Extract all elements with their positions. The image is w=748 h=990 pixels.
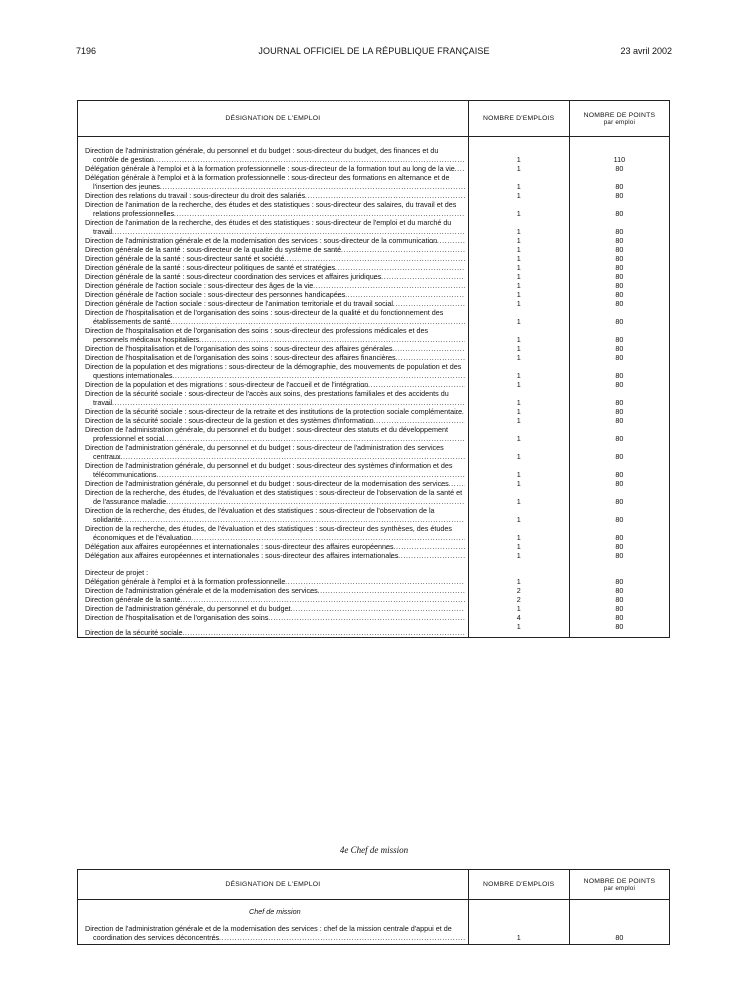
designation-cell — [78, 146, 469, 164]
table-row — [78, 622, 670, 638]
table-row — [78, 146, 670, 164]
designation-text: Direction de l'administration générale et de la modernisation des services : sous-directeur de la communication ..... — [85, 236, 465, 245]
points-cell: 80 — [569, 200, 669, 218]
designation-cell — [78, 245, 469, 254]
column-header-designation: DÉSIGNATION DE L'EMPLOI — [78, 101, 469, 137]
designation-text: Direction de la sécurité sociale : sous-directeur de l'accès aux soins, des prestations familiales et des accidents du travail ..... — [85, 389, 465, 407]
page-number: 7196 — [76, 46, 97, 56]
designation-cell — [78, 542, 469, 551]
points-cell: 80 — [569, 577, 669, 586]
designation-text: Direction de l'administration générale, du personnel et du budget : sous-directeur de la modernisation des services ..... — [85, 479, 465, 488]
points-cell — [569, 560, 669, 577]
designation-text: Direction de l'administration générale et de la modernisation des services ..... — [85, 586, 465, 595]
designation-cell — [78, 308, 469, 326]
designation-cell — [78, 461, 469, 479]
designation-text: Délégation aux affaires européennes et internationales : sous-directeur des affaires internationales ..... — [85, 551, 465, 560]
designation-text: Direction de la recherche, des études, de l'évaluation et des statistiques : sous-directeur des synthèses, des études économiques et de l'évaluation ..... — [85, 524, 465, 542]
points-cell: 80 — [569, 263, 669, 272]
section-caption-text: 4e Chef de mission — [339, 845, 409, 855]
table-row — [78, 604, 670, 613]
page-header — [76, 46, 672, 60]
nombre-cell: 1 — [468, 308, 569, 326]
points-cell: 80 — [569, 362, 669, 380]
designation-text: Délégation aux affaires européennes et internationales : sous-directeur des affaires européennes ..... — [85, 542, 465, 551]
designation-cell — [78, 425, 469, 443]
table-row — [78, 245, 670, 254]
designation-cell — [78, 353, 469, 362]
designation-cell — [78, 416, 469, 425]
designation-text: Direction de l'animation de la recherche, des études et des statistiques : sous-directeur des salaires, du travail et des relations professionnelles ..... — [85, 200, 465, 218]
designation-text: Direction de la recherche, des études, de l'évaluation et des statistiques : sous-directeur de l'observation de la santé et de l'assurance maladie ..... — [85, 488, 465, 506]
nombre-cell: 4 — [468, 613, 569, 622]
designation-text: Direction générale de la santé : sous-directeur de la qualité du système de santé ..... — [85, 245, 465, 254]
points-cell: 80 — [569, 344, 669, 353]
table-row — [78, 586, 670, 595]
designation-cell — [78, 443, 469, 461]
section-heading: Directeur de projet : — [85, 567, 149, 577]
points-cell: 80 — [569, 542, 669, 551]
designation-text: Délégation générale à l'emploi et à la formation professionnelle ..... — [85, 577, 465, 586]
nombre-cell: 1 — [468, 604, 569, 613]
table-row — [78, 326, 670, 344]
points-cell: 80 — [569, 407, 669, 416]
column-header-points-label: NOMBRE DE POINTS — [583, 877, 656, 885]
designation-text: Direction générale de la santé : sous-directeur santé et société ..... — [85, 254, 465, 263]
table-row — [78, 461, 670, 479]
designation-cell — [78, 488, 469, 506]
designation-text: Direction de l'administration générale, du personnel et du budget : sous-directeur des statuts et du développement professionnel et social ..... — [85, 425, 465, 443]
nombre-cell: 1 — [468, 542, 569, 551]
nombre-cell: 1 — [468, 200, 569, 218]
table-row — [78, 173, 670, 191]
designation-cell — [78, 299, 469, 308]
column-header-nombre: NOMBRE D'EMPLOIS — [468, 101, 569, 137]
table-row — [78, 164, 670, 173]
section-caption — [0, 845, 748, 855]
designation-text: Direction de la population et des migrations : sous-directeur de la démographie, des mouvements de population et des questions internationales ..... — [85, 362, 465, 380]
points-cell: 80 — [569, 604, 669, 613]
designation-text: Direction de l'administration générale, du personnel et du budget : sous-directeur des systèmes d'information et des télécommunications ..... — [85, 461, 465, 479]
points-cell: 80 — [569, 281, 669, 290]
table-row — [78, 542, 670, 551]
designation-cell — [78, 560, 469, 577]
table-row — [78, 524, 670, 542]
designation-cell — [78, 191, 469, 200]
designation-text: Direction de la sécurité sociale : sous-directeur de la gestion et des systèmes d'information ..... — [85, 416, 465, 425]
designation-text: Direction générale de l'action sociale : sous-directeur des personnes handicapées ..... — [85, 290, 465, 299]
table-row — [78, 488, 670, 506]
points-cell: 80 — [569, 595, 669, 604]
designation-text: Direction de l'hospitalisation et de l'organisation des soins : sous-directeur des affaires financières ..... — [85, 353, 465, 362]
designation-cell — [78, 263, 469, 272]
table-row — [78, 191, 670, 200]
designation-text: Direction de la recherche, des études, de l'évaluation et des statistiques : sous-directeur de l'observation de la solidarité ..... — [85, 506, 465, 524]
column-header-points-label: NOMBRE DE POINTS — [583, 111, 656, 119]
table-row — [78, 551, 670, 560]
nombre-cell: 1 — [468, 524, 569, 542]
designation-cell — [78, 254, 469, 263]
designation-cell — [78, 524, 469, 542]
points-cell: 80 — [569, 173, 669, 191]
designation-text: Direction générale de l'action sociale : sous-directeur des âges de la vie ..... — [85, 281, 465, 290]
table-row — [78, 353, 670, 362]
designation-cell — [78, 586, 469, 595]
designation-text: Direction de l'hospitalisation et de l'organisation des soins : sous-directeur des professions médicales et des personnels médicaux hospitaliers ..... — [85, 326, 465, 344]
points-cell: 80 — [569, 524, 669, 542]
nombre-cell: 1 — [468, 353, 569, 362]
table-row — [78, 443, 670, 461]
designation-cell — [78, 389, 469, 407]
nombre-cell: 1 — [468, 164, 569, 173]
designation-cell — [78, 290, 469, 299]
spacer-row — [78, 137, 670, 146]
table-row — [78, 924, 670, 945]
designation-text: Direction de l'administration générale, du personnel et du budget : sous-directeur de l'administration des services centraux ..... — [85, 443, 465, 461]
designation-cell — [78, 164, 469, 173]
designation-cell — [78, 326, 469, 344]
designation-cell — [78, 604, 469, 613]
journal-title: JOURNAL OFFICIEL DE LA RÉPUBLIQUE FRANÇAISE — [258, 46, 490, 56]
table-row — [78, 595, 670, 604]
nombre-cell: 1 — [468, 272, 569, 281]
designation-text: Direction de l'hospitalisation et de l'organisation des soins : sous-directeur de la qualité et du fonctionnement des établissements de santé ..... — [85, 308, 465, 326]
table-row — [78, 254, 670, 263]
chef-de-mission-table — [77, 869, 670, 945]
column-header-points — [569, 870, 669, 900]
nombre-cell: 1 — [468, 290, 569, 299]
points-cell: 80 — [569, 272, 669, 281]
designation-cell — [78, 924, 469, 945]
nombre-cell: 1 — [468, 622, 569, 638]
points-cell: 80 — [569, 443, 669, 461]
designation-cell — [78, 380, 469, 389]
table-row — [78, 308, 670, 326]
designation-cell — [78, 236, 469, 245]
table-row — [78, 281, 670, 290]
designation-cell — [78, 577, 469, 586]
table-row — [78, 613, 670, 622]
column-header-points-sub: par emploi — [603, 884, 636, 892]
designation-cell — [78, 200, 469, 218]
nombre-cell: 1 — [468, 299, 569, 308]
designation-text: Direction de l'administration générale, du personnel et du budget : sous-directeur du budget, des finances et du contrôle de gestion ..... — [85, 146, 465, 164]
points-cell: 80 — [569, 353, 669, 362]
subheading: Chef de mission — [78, 900, 469, 924]
designation-text: Direction générale de l'action sociale : sous-directeur de l'animation territoriale et du travail social ..... — [85, 299, 465, 308]
nombre-cell: 1 — [468, 362, 569, 380]
points-cell: 80 — [569, 299, 669, 308]
points-cell: 80 — [569, 416, 669, 425]
table-row — [78, 236, 670, 245]
nombre-cell: 1 — [468, 506, 569, 524]
designation-text: Direction de la sécurité sociale : sous-directeur de la retraite et des institutions de la protection sociale complémentaire ..... — [85, 407, 465, 416]
table-row — [78, 200, 670, 218]
nombre-cell: 1 — [468, 254, 569, 263]
table-row — [78, 263, 670, 272]
designation-text: Direction générale de la santé : sous-directeur coordination des services et affaires juridiques ..... — [85, 272, 465, 281]
column-header-points — [569, 101, 669, 137]
column-header-nombre: NOMBRE D'EMPLOIS — [468, 870, 569, 900]
designation-cell — [78, 272, 469, 281]
designation-text: Direction de l'hospitalisation et de l'organisation des soins : sous-directeur des affaires générales ..... — [85, 344, 465, 353]
points-cell: 80 — [569, 236, 669, 245]
nombre-cell: 1 — [468, 236, 569, 245]
designation-cell — [78, 218, 469, 236]
column-header-designation: DÉSIGNATION DE L'EMPLOI — [78, 870, 469, 900]
nombre-cell: 1 — [468, 488, 569, 506]
points-cell: 80 — [569, 506, 669, 524]
designation-text: Direction de l'animation de la recherche, des études et des statistiques : sous-directeur de l'emploi et du marché du travail ..... — [85, 218, 465, 236]
section-heading-row — [78, 560, 670, 577]
designation-text: Direction des relations du travail : sous-directeur du droit des salariés ..... — [85, 191, 465, 200]
points-cell: 80 — [569, 551, 669, 560]
table-row — [78, 272, 670, 281]
nombre-cell: 1 — [468, 344, 569, 353]
designation-text: Direction générale de la santé : sous-directeur politiques de santé et stratégies ..... — [85, 263, 465, 272]
points-cell: 80 — [569, 389, 669, 407]
designation-text: Direction de l'hospitalisation et de l'organisation des soins ..... — [85, 613, 465, 622]
points-cell: 80 — [569, 622, 669, 638]
table-row — [78, 479, 670, 488]
points-cell: 80 — [569, 254, 669, 263]
points-cell: 80 — [569, 479, 669, 488]
points-cell: 80 — [569, 218, 669, 236]
designation-cell — [78, 479, 469, 488]
table-row — [78, 416, 670, 425]
designation-cell — [78, 407, 469, 416]
points-cell: 80 — [569, 425, 669, 443]
table-row — [78, 299, 670, 308]
points-cell: 80 — [569, 488, 669, 506]
table-row — [78, 362, 670, 380]
table-row — [78, 407, 670, 416]
nombre-cell: 1 — [468, 577, 569, 586]
table-row — [78, 389, 670, 407]
nombre-cell: 2 — [468, 586, 569, 595]
nombre-cell: 1 — [468, 146, 569, 164]
designation-cell — [78, 595, 469, 604]
points-cell: 80 — [569, 586, 669, 595]
designation-text: Délégation générale à l'emploi et à la formation professionnelle : sous-directeur de la formation tout au long de la vie ..... — [85, 164, 465, 173]
nombre-cell: 2 — [468, 595, 569, 604]
designation-text: Direction de la population et des migrations : sous-directeur de l'accueil et de l'intégration ..... — [85, 380, 465, 389]
nombre-cell: 1 — [468, 443, 569, 461]
points-cell: 80 — [569, 245, 669, 254]
nombre-cell: 1 — [468, 407, 569, 416]
table-row — [78, 218, 670, 236]
column-header-points-sub: par emploi — [603, 118, 636, 126]
nombre-cell: 1 — [468, 380, 569, 389]
points-cell: 80 — [569, 308, 669, 326]
designation-cell — [78, 281, 469, 290]
designation-text: Délégation générale à l'emploi et à la formation professionnelle : sous-directeur des formations en alternance et de l'insertion des jeunes ..... — [85, 173, 465, 191]
nombre-cell: 1 — [468, 245, 569, 254]
points-cell: 80 — [569, 326, 669, 344]
nombre-cell: 1 — [468, 924, 569, 945]
designation-cell — [78, 173, 469, 191]
table-row — [78, 577, 670, 586]
designation-text: Direction de la sécurité sociale ..... — [85, 628, 465, 637]
designation-text: Direction de l'administration générale, du personnel et du budget ..... — [85, 604, 465, 613]
designation-cell — [78, 613, 469, 622]
nombre-cell — [468, 560, 569, 577]
nombre-cell: 1 — [468, 416, 569, 425]
nombre-cell: 1 — [468, 389, 569, 407]
designation-cell — [78, 506, 469, 524]
table-row — [78, 344, 670, 353]
nombre-cell: 1 — [468, 461, 569, 479]
nombre-cell: 1 — [468, 551, 569, 560]
subheading-row — [78, 900, 670, 924]
nombre-cell: 1 — [468, 218, 569, 236]
designation-cell — [78, 362, 469, 380]
employment-table — [77, 100, 670, 638]
table-row — [78, 290, 670, 299]
nombre-cell: 1 — [468, 263, 569, 272]
table-row — [78, 380, 670, 389]
designation-cell — [78, 344, 469, 353]
points-cell: 80 — [569, 290, 669, 299]
designation-text: Direction de l'administration générale et de la modernisation des services : chef de la mission centrale d'appui et de coordination des services déconcentrés ..... — [85, 924, 465, 942]
designation-text: Direction générale de la santé ..... — [85, 595, 465, 604]
points-cell: 80 — [569, 924, 669, 945]
nombre-cell: 1 — [468, 326, 569, 344]
table-row — [78, 425, 670, 443]
nombre-cell: 1 — [468, 191, 569, 200]
publication-date: 23 avril 2002 — [620, 46, 672, 56]
nombre-cell: 1 — [468, 425, 569, 443]
nombre-cell: 1 — [468, 281, 569, 290]
nombre-cell: 1 — [468, 479, 569, 488]
table-row — [78, 506, 670, 524]
points-cell: 110 — [569, 146, 669, 164]
points-cell: 80 — [569, 613, 669, 622]
nombre-cell: 1 — [468, 173, 569, 191]
designation-cell — [78, 551, 469, 560]
points-cell: 80 — [569, 380, 669, 389]
points-cell: 80 — [569, 164, 669, 173]
designation-cell — [78, 622, 469, 638]
points-cell: 80 — [569, 191, 669, 200]
points-cell: 80 — [569, 461, 669, 479]
